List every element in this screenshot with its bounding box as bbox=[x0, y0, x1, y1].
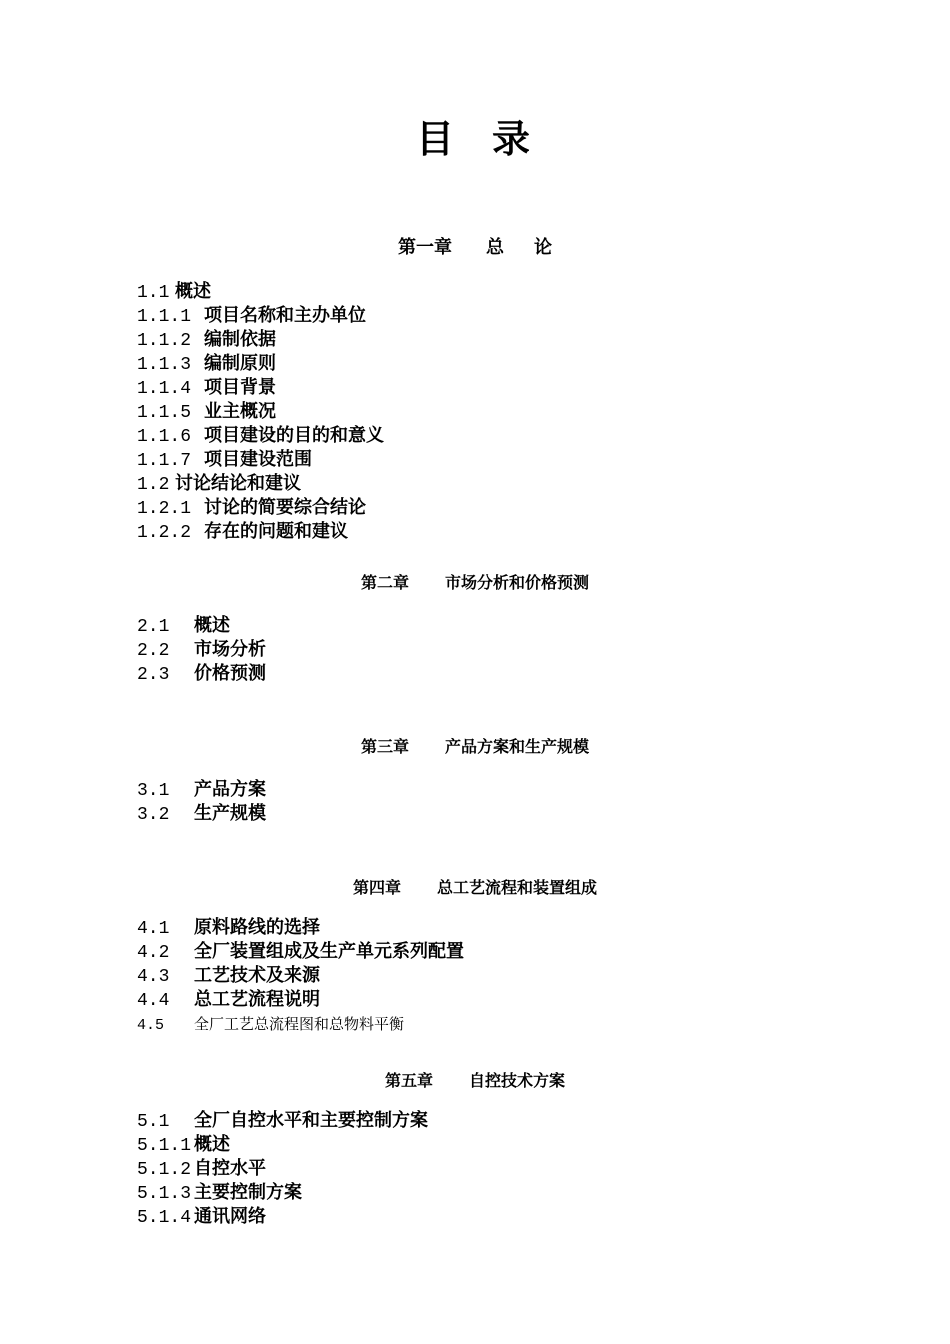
chapter-3-entries bbox=[137, 778, 266, 826]
entry-number: 4.1 bbox=[137, 919, 170, 939]
toc-entry[interactable] bbox=[137, 1133, 428, 1157]
chapter-heading-3 bbox=[0, 734, 950, 757]
entry-number: 1.1.6 bbox=[137, 427, 192, 447]
toc-entry[interactable] bbox=[137, 916, 464, 940]
entry-text: 市场分析 bbox=[194, 639, 266, 660]
toc-entry[interactable] bbox=[137, 1109, 428, 1133]
toc-entry[interactable] bbox=[137, 638, 266, 662]
entry-text: 产品方案 bbox=[194, 779, 266, 800]
chapter-number: 第一章 bbox=[398, 237, 452, 258]
entry-number: 1.2.2 bbox=[137, 523, 192, 543]
toc-entry[interactable] bbox=[137, 1181, 428, 1205]
chapter-number: 第五章 bbox=[384, 1071, 433, 1090]
chapter-heading-4 bbox=[0, 875, 950, 898]
toc-entry[interactable] bbox=[137, 1012, 464, 1036]
toc-entry[interactable] bbox=[137, 400, 384, 424]
chapter-4-entries bbox=[137, 916, 464, 1036]
entry-text: 讨论结论和建议 bbox=[175, 473, 301, 494]
entry-number: 2.1 bbox=[137, 617, 170, 637]
toc-entry[interactable] bbox=[137, 802, 266, 826]
chapter-2-entries bbox=[137, 614, 266, 686]
entry-number: 5.1.4 bbox=[137, 1208, 192, 1228]
entry-text: 通讯网络 bbox=[194, 1206, 266, 1227]
toc-entry[interactable] bbox=[137, 280, 384, 304]
entry-number: 4.4 bbox=[137, 991, 170, 1011]
entry-text: 原料路线的选择 bbox=[194, 917, 320, 938]
chapter-number: 第三章 bbox=[360, 737, 409, 756]
toc-entry[interactable] bbox=[137, 988, 464, 1012]
entry-number: 3.2 bbox=[137, 805, 170, 825]
chapter-number: 第二章 bbox=[360, 573, 409, 592]
entry-text: 总工艺流程说明 bbox=[194, 989, 320, 1010]
chapter-title-part-b: 论 bbox=[534, 237, 552, 258]
entry-text: 项目建设的目的和意义 bbox=[204, 425, 384, 446]
entry-number: 1.1.4 bbox=[137, 379, 192, 399]
toc-entry[interactable] bbox=[137, 304, 384, 328]
entry-text: 编制依据 bbox=[204, 329, 276, 350]
entry-number: 1.1.5 bbox=[137, 403, 192, 423]
toc-entry[interactable] bbox=[137, 472, 384, 496]
entry-text: 项目背景 bbox=[204, 377, 276, 398]
entry-number: 2.3 bbox=[137, 665, 170, 685]
entry-number: 1.1 bbox=[137, 283, 170, 303]
entry-number: 4.5 bbox=[137, 1017, 165, 1034]
toc-entry[interactable] bbox=[137, 424, 384, 448]
entry-number: 5.1 bbox=[137, 1112, 170, 1132]
entry-number: 5.1.1 bbox=[137, 1136, 192, 1156]
chapter-5-entries bbox=[137, 1109, 428, 1229]
chapter-title: 市场分析和价格预测 bbox=[445, 573, 590, 592]
entry-number: 1.1.7 bbox=[137, 451, 192, 471]
toc-entry[interactable] bbox=[137, 352, 384, 376]
chapter-title: 自控技术方案 bbox=[469, 1071, 566, 1090]
entry-number: 1.2 bbox=[137, 475, 170, 495]
chapter-number: 第四章 bbox=[352, 878, 401, 897]
entry-number: 4.2 bbox=[137, 943, 170, 963]
entry-text: 工艺技术及来源 bbox=[194, 965, 320, 986]
entry-number: 4.3 bbox=[137, 967, 170, 987]
entry-text: 生产规模 bbox=[194, 803, 266, 824]
toc-entry[interactable] bbox=[137, 1157, 428, 1181]
page-title-left: 目 bbox=[415, 116, 458, 161]
toc-entry[interactable] bbox=[137, 328, 384, 352]
entry-text: 价格预测 bbox=[194, 663, 266, 684]
toc-entry[interactable] bbox=[137, 448, 384, 472]
toc-entry[interactable] bbox=[137, 496, 384, 520]
toc-entry[interactable] bbox=[137, 778, 266, 802]
entry-text: 项目建设范围 bbox=[204, 449, 312, 470]
page-title bbox=[0, 108, 950, 163]
entry-text: 概述 bbox=[194, 615, 230, 636]
entry-text: 全厂工艺总流程图和总物料平衡 bbox=[194, 1015, 405, 1033]
entry-text: 全厂装置组成及生产单元系列配置 bbox=[194, 941, 464, 962]
chapter-heading-1 bbox=[0, 233, 950, 259]
entry-text: 业主概况 bbox=[204, 401, 276, 422]
toc-entry[interactable] bbox=[137, 1205, 428, 1229]
entry-text: 项目名称和主办单位 bbox=[204, 305, 366, 326]
toc-entry[interactable] bbox=[137, 964, 464, 988]
entry-text: 概述 bbox=[175, 281, 211, 302]
entry-number: 3.1 bbox=[137, 781, 170, 801]
entry-number: 1.1.3 bbox=[137, 355, 192, 375]
entry-text: 编制原则 bbox=[204, 353, 276, 374]
chapter-1-entries bbox=[137, 280, 384, 544]
entry-number: 1.1.2 bbox=[137, 331, 192, 351]
entry-number: 5.1.3 bbox=[137, 1184, 192, 1204]
chapter-title-part-a: 总 bbox=[486, 237, 504, 258]
chapter-title: 产品方案和生产规模 bbox=[445, 737, 590, 756]
toc-entry[interactable] bbox=[137, 614, 266, 638]
toc-entry[interactable] bbox=[137, 662, 266, 686]
entry-text: 概述 bbox=[194, 1134, 230, 1155]
toc-entry[interactable] bbox=[137, 376, 384, 400]
entry-number: 1.2.1 bbox=[137, 499, 192, 519]
chapter-title: 总工艺流程和装置组成 bbox=[437, 878, 598, 897]
entry-number: 1.1.1 bbox=[137, 307, 192, 327]
entry-number: 2.2 bbox=[137, 641, 170, 661]
chapter-heading-5 bbox=[0, 1068, 950, 1091]
page-title-right: 录 bbox=[492, 116, 535, 161]
entry-text: 自控水平 bbox=[194, 1158, 266, 1179]
toc-entry[interactable] bbox=[137, 940, 464, 964]
entry-text: 全厂自控水平和主要控制方案 bbox=[194, 1110, 428, 1131]
entry-number: 5.1.2 bbox=[137, 1160, 192, 1180]
toc-entry[interactable] bbox=[137, 520, 384, 544]
entry-text: 讨论的简要综合结论 bbox=[204, 497, 366, 518]
entry-text: 存在的问题和建议 bbox=[204, 521, 348, 542]
chapter-heading-2 bbox=[0, 570, 950, 593]
entry-text: 主要控制方案 bbox=[194, 1182, 302, 1203]
